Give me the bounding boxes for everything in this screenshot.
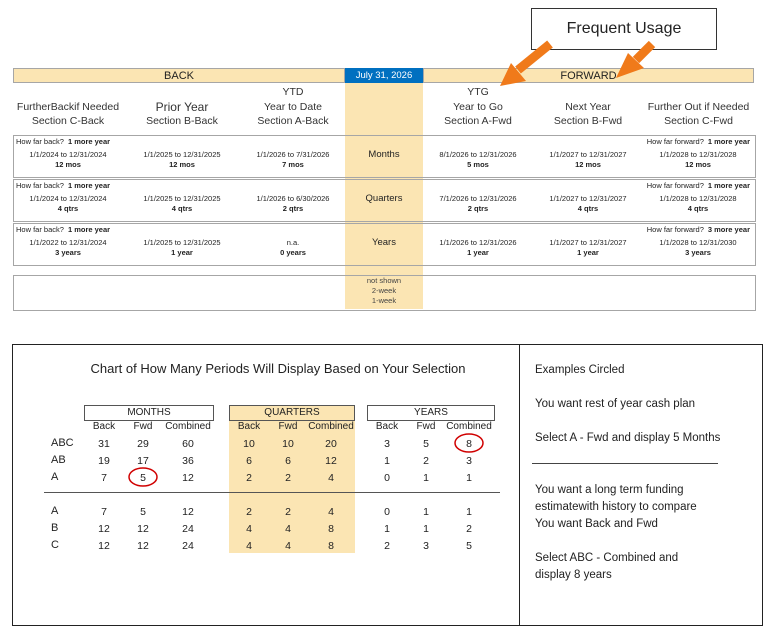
table-cell: 5	[466, 540, 472, 552]
date-range: 1/1/2025 to 12/31/2025	[143, 194, 221, 203]
table-cell: 24	[182, 540, 194, 552]
circle-abc-combined-years	[455, 434, 483, 452]
table-cell: 3	[466, 455, 472, 467]
table-cell: 8	[328, 540, 334, 552]
example2-line5: display 8 years	[535, 569, 612, 581]
forward-answer-text: 1 more year	[707, 137, 750, 146]
date-range: 8/1/2026 to 12/31/2026	[439, 150, 517, 159]
row-label: B	[51, 522, 59, 534]
date-range: 1/1/2024 to 12/31/2024	[29, 194, 107, 203]
period-count: 0 years	[280, 248, 306, 257]
period-count: 12 mos	[55, 160, 81, 169]
date-range: 1/1/2026 to 6/30/2026	[256, 194, 330, 203]
period-count: 3 years	[55, 248, 81, 257]
forward-question-text: How far forward?	[646, 225, 704, 234]
period-count: 5 mos	[467, 160, 489, 169]
date-range: 1/1/2022 to 12/31/2024	[29, 238, 107, 247]
table-cell: 1	[423, 472, 429, 484]
back-answer-text: 1 more year	[67, 137, 111, 146]
years-period-label: Years	[372, 237, 396, 248]
table-cell: 17	[137, 455, 149, 467]
forward-answer-text: 1 more year	[707, 181, 750, 190]
column-subheader: Fwd	[278, 421, 298, 432]
back-question-text: How far back?	[16, 181, 64, 190]
col-line2: Further Out if Needed	[647, 101, 750, 113]
one-week-label: 1-week	[371, 296, 397, 305]
col-line2: FurtherBackif Needed	[16, 101, 120, 113]
examples-separator	[532, 463, 718, 464]
table-cell: 4	[328, 472, 334, 484]
date-range: 1/1/2027 to 12/31/2027	[549, 238, 627, 247]
period-count: 12 mos	[685, 160, 711, 169]
table-cell: 60	[182, 438, 194, 450]
months-group-label: MONTHS	[127, 407, 171, 418]
period-count: 3 years	[685, 248, 711, 257]
table-cell: 12	[98, 523, 110, 535]
two-week-label: 2-week	[371, 286, 397, 295]
table-cell: 3	[423, 540, 429, 552]
table-cell: 31	[98, 438, 110, 450]
table-cell: 1	[466, 506, 472, 518]
table-cell: 1	[384, 523, 390, 535]
period-count: 1 year	[577, 248, 599, 257]
examples-title: Examples Circled	[535, 364, 625, 376]
table-cell: 4	[246, 540, 252, 552]
table-cell: 1	[423, 523, 429, 535]
example1-line1: You want rest of year cash plan	[535, 398, 696, 410]
example2-line3: You want Back and Fwd	[535, 518, 658, 530]
table-cell: 0	[384, 506, 390, 518]
table-cell: 7	[101, 506, 107, 518]
table-cell: 5	[140, 472, 146, 484]
date-range: 1/1/2024 to 12/31/2024	[29, 150, 107, 159]
examples-text	[535, 362, 755, 447]
date-range: 1/1/2026 to 12/31/2026	[439, 238, 517, 247]
col-line3: Section B-Fwd	[553, 115, 623, 127]
table-cell: 19	[98, 455, 110, 467]
table-cell: 12	[137, 540, 149, 552]
col-line3: Section A-Fwd	[444, 115, 512, 127]
table-cell: 4	[285, 540, 291, 552]
row-label: C	[51, 539, 59, 551]
table-cell: 1	[384, 455, 390, 467]
date-range: 1/1/2026 to 7/31/2026	[256, 150, 330, 159]
table-cell: 2	[246, 472, 252, 484]
table-cell: 4	[285, 523, 291, 535]
table-cell: 20	[325, 438, 337, 450]
column-subheader: Back	[375, 421, 399, 432]
period-count: 1 year	[467, 248, 489, 257]
date-header-label: July 31, 2026	[355, 70, 413, 81]
col-line1: YTD	[282, 86, 304, 98]
example2-line4: Select ABC - Combined and	[535, 552, 679, 564]
back-answer-text: 1 more year	[67, 225, 111, 234]
table-cell: 2	[246, 506, 252, 518]
not-shown-label: not shown	[366, 276, 402, 285]
table-cell: 5	[140, 506, 146, 518]
table-cell: 29	[137, 438, 149, 450]
date-range: 7/1/2026 to 12/31/2026	[439, 194, 517, 203]
table-cell: 0	[384, 472, 390, 484]
col-line1: YTG	[467, 86, 489, 98]
column-subheader: Combined	[165, 421, 211, 432]
examples-text-2	[535, 482, 755, 584]
col-line2: Prior Year	[155, 100, 209, 114]
example1-line2: Select A - Fwd and display 5 Months	[535, 432, 721, 444]
months-period-label: Months	[368, 149, 400, 160]
forward-answer-text: 3 more year	[707, 225, 750, 234]
column-subheader: Fwd	[416, 421, 436, 432]
column-subheader: Back	[92, 421, 116, 432]
table-cell: 12	[325, 455, 337, 467]
row-label: A	[51, 505, 59, 517]
table-cell: 5	[423, 438, 429, 450]
forward-question-text: How far forward?	[646, 181, 704, 190]
column-subheader: Combined	[446, 421, 492, 432]
period-count: 12 mos	[169, 160, 195, 169]
table-cell: 6	[285, 455, 291, 467]
table-cell: 2	[285, 506, 291, 518]
col-line3: Section A-Back	[257, 115, 329, 127]
table-cell: 2	[384, 540, 390, 552]
table-cell: 1	[466, 472, 472, 484]
table-cell: 10	[243, 438, 255, 450]
date-range: 1/1/2025 to 12/31/2025	[143, 150, 221, 159]
table-cell: 10	[282, 438, 294, 450]
date-range: 1/1/2027 to 12/31/2027	[549, 194, 627, 203]
table-cell: 6	[246, 455, 252, 467]
period-count: 4 qtrs	[171, 204, 193, 213]
date-range: n.a.	[286, 238, 300, 247]
period-count: 2 qtrs	[467, 204, 489, 213]
date-range: 1/1/2028 to 12/31/2028	[659, 150, 737, 159]
table-cell: 12	[182, 506, 194, 518]
period-count: 2 qtrs	[282, 204, 304, 213]
chart-title: Chart of How Many Periods Will Display Based on Your Selection	[90, 361, 466, 376]
example2-line2: estimatewith history to compare	[535, 501, 697, 513]
quarters-period-label: Quarters	[365, 193, 403, 204]
period-count: 1 year	[171, 248, 193, 257]
back-question-text: How far back?	[16, 225, 64, 234]
table-cell: 24	[182, 523, 194, 535]
row-label: AB	[51, 454, 66, 466]
period-count: 4 qtrs	[57, 204, 79, 213]
back-header-label: BACK	[164, 70, 194, 82]
back-question-text: How far back?	[16, 137, 64, 146]
period-count: 12 mos	[575, 160, 601, 169]
table-cell: 8	[466, 438, 472, 450]
col-line2: Year to Go	[453, 101, 503, 113]
col-line2: Next Year	[565, 101, 611, 113]
table-cell: 12	[137, 523, 149, 535]
table-cell: 2	[423, 455, 429, 467]
table-cell: 1	[423, 506, 429, 518]
period-count: 7 mos	[282, 160, 304, 169]
table-cell: 4	[328, 506, 334, 518]
forward-question-text: How far forward?	[646, 137, 704, 146]
row-label: ABC	[51, 437, 74, 449]
col-line3: Section C-Back	[31, 115, 105, 127]
quarters-group-label: QUARTERS	[264, 407, 320, 418]
table-cell: 2	[466, 523, 472, 535]
table-cell: 36	[182, 455, 194, 467]
col-line3: Section C-Fwd	[664, 115, 733, 127]
column-subheader: Fwd	[133, 421, 153, 432]
table-cell: 3	[384, 438, 390, 450]
table-cell: 2	[285, 472, 291, 484]
col-line3: Section B-Back	[146, 115, 218, 127]
period-count: 4 qtrs	[687, 204, 709, 213]
example2-line1: You want a long term funding	[535, 484, 684, 496]
circle-a-fwd-months	[129, 468, 157, 486]
table-cell: 7	[101, 472, 107, 484]
table-cell: 4	[246, 523, 252, 535]
table-cell: 12	[98, 540, 110, 552]
table-cell: 12	[182, 472, 194, 484]
column-subheader: Back	[237, 421, 261, 432]
date-range: 1/1/2025 to 12/31/2025	[143, 238, 221, 247]
date-range: 1/1/2028 to 12/31/2030	[659, 238, 737, 247]
table-cell: 8	[328, 523, 334, 535]
date-range: 1/1/2027 to 12/31/2027	[549, 150, 627, 159]
col-line2: Year to Date	[264, 101, 322, 113]
years-group-label: YEARS	[414, 407, 448, 418]
row-label: A	[51, 471, 59, 483]
date-range: 1/1/2028 to 12/31/2028	[659, 194, 737, 203]
forward-header-label: FORWARD	[560, 70, 617, 82]
frequent-usage-text: Frequent Usage	[566, 20, 682, 37]
column-subheader: Combined	[308, 421, 354, 432]
back-answer-text: 1 more year	[67, 181, 111, 190]
period-count: 4 qtrs	[577, 204, 599, 213]
